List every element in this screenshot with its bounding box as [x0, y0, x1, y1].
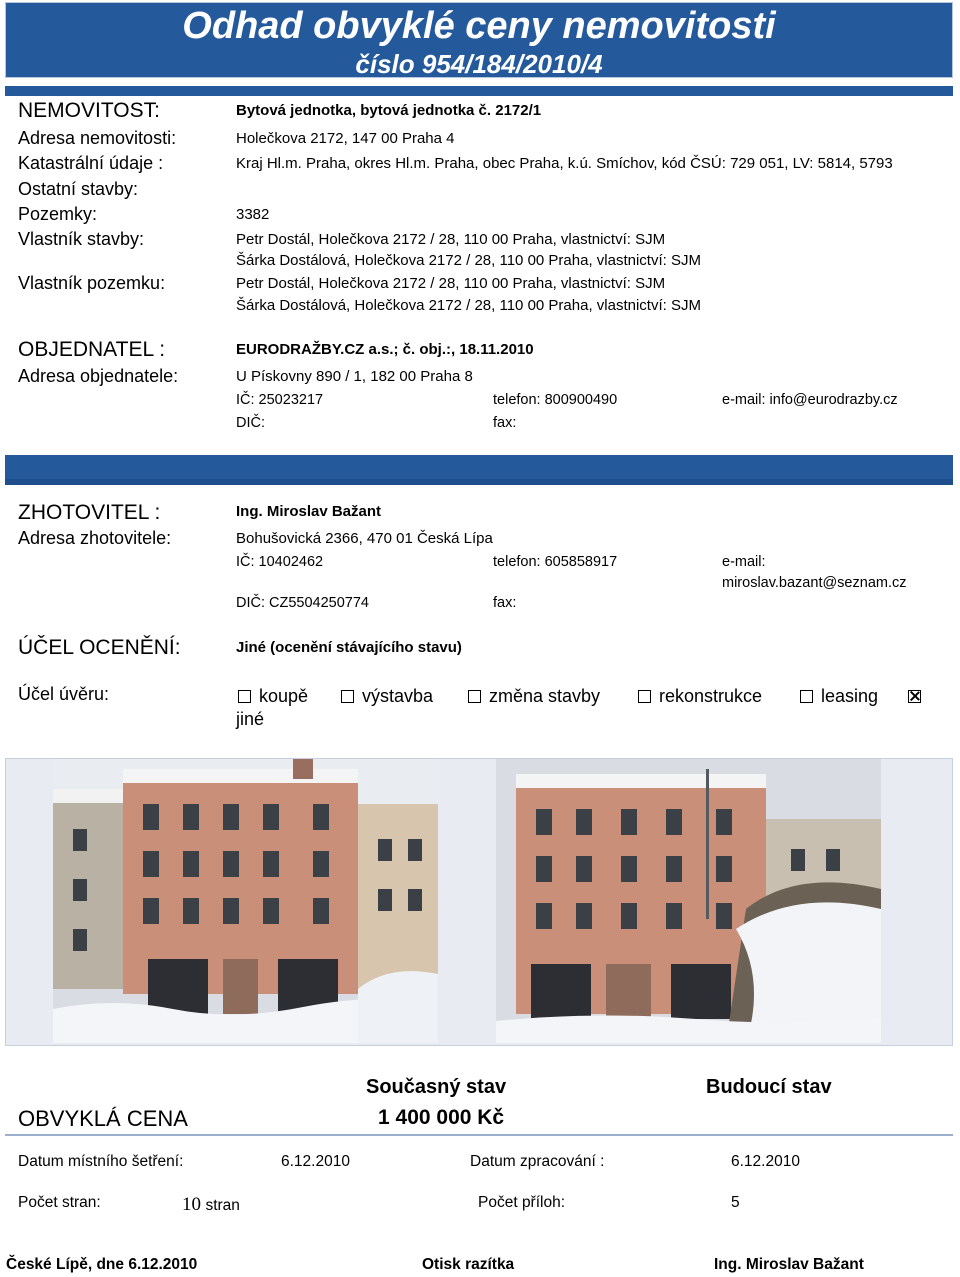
option-jine-label: jiné — [236, 709, 265, 729]
cadastral-value: Kraj Hl.m. Praha, okres Hl.m. Praha, obec Praha, k.ú. Smíchov, kód ČSÚ: 729 051, LV: 5814, 5793 — [236, 155, 893, 172]
contractor-address: Bohušovická 2366, 470 01 Česká Lípa — [236, 530, 493, 547]
pages-unit: stran — [205, 1197, 240, 1214]
pages-number: 10 — [182, 1194, 201, 1215]
checkbox-koupe[interactable] — [238, 690, 251, 703]
land-owner-1: Petr Dostál, Holečkova 2172 / 28, 110 00 Praha, vlastnictví: SJM — [236, 275, 666, 292]
client-address-label: Adresa objednatele: — [18, 366, 179, 386]
property-value: Bytová jednotka, bytová jednotka č. 2172/1 — [236, 102, 542, 119]
photo-frame — [5, 758, 953, 1046]
inspection-date-label: Datum místního šetření: — [18, 1153, 184, 1170]
attachments-label: Počet příloh: — [478, 1194, 566, 1211]
property-label: NEMOVITOST: — [18, 99, 160, 122]
option-rekonstrukce[interactable]: rekonstrukce — [638, 686, 762, 707]
option-leasing[interactable]: leasing — [800, 686, 878, 707]
price-value: 1 400 000 Kč — [378, 1106, 505, 1129]
building-owner-label: Vlastník stavby: — [18, 229, 145, 249]
document-number: číslo 954/184/2010/4 — [355, 49, 603, 79]
land-owner-2: Šárka Dostálová, Holečkova 2172 / 28, 110 00 Praha, vlastnictví: SJM — [236, 297, 701, 314]
current-state-header: Současný stav — [366, 1076, 507, 1098]
checkbox-vystavba[interactable] — [341, 690, 354, 703]
other-buildings-label: Ostatní stavby: — [18, 179, 139, 199]
middle-band-shadow — [5, 479, 953, 485]
property-address: Holečkova 2172, 147 00 Praha 4 — [236, 130, 455, 147]
option-vystavba[interactable]: výstavba — [341, 686, 433, 707]
contractor-phone: telefon: 605858917 — [493, 554, 618, 570]
property-address-label: Adresa nemovitosti: — [18, 128, 177, 148]
loan-purpose-label: Účel úvěru: — [18, 684, 110, 704]
option-koupe[interactable]: koupě — [238, 686, 308, 707]
contractor-dic: DIČ: CZ5504250774 — [236, 595, 369, 611]
footer-signature: Ing. Miroslav Bažant — [714, 1256, 864, 1273]
client-label: OBJEDNATEL : — [18, 338, 166, 361]
cadastral-label: Katastrální údaje : — [18, 153, 164, 173]
pages-count — [182, 1194, 240, 1216]
checkbox-rekonstrukce[interactable] — [638, 690, 651, 703]
contractor-email-label: e-mail: — [722, 554, 766, 570]
building-owner-1: Petr Dostál, Holečkova 2172 / 28, 110 00 Praha, vlastnictví: SJM — [236, 231, 666, 248]
client-email: e-mail: info@eurodrazby.cz — [722, 392, 898, 408]
footer-stamp: Otisk razítka — [422, 1256, 515, 1273]
contractor-value: Ing. Miroslav Bažant — [236, 503, 382, 520]
checkbox-jine-wrapper[interactable] — [908, 686, 929, 707]
pages-label: Počet stran: — [18, 1194, 101, 1211]
client-address: U Pískovny 890 / 1, 182 00 Praha 8 — [236, 368, 473, 385]
contractor-ic: IČ: 10402462 — [236, 554, 324, 570]
contractor-address-label: Adresa zhotovitele: — [18, 528, 172, 548]
building-photo-left — [53, 759, 438, 1043]
future-state-header: Budoucí stav — [706, 1076, 832, 1098]
checkbox-leasing[interactable] — [800, 690, 813, 703]
processing-date: 6.12.2010 — [731, 1153, 800, 1170]
purpose-value: Jiné (ocenění stávajícího stavu) — [236, 639, 462, 656]
header-band — [5, 86, 953, 96]
footer-place-date: České Lípě, dne 6.12.2010 — [6, 1256, 198, 1273]
contractor-label: ZHOTOVITEL : — [18, 501, 161, 524]
land-label: Pozemky: — [18, 204, 98, 224]
inspection-date: 6.12.2010 — [281, 1153, 350, 1170]
client-phone: telefon: 800900490 — [493, 392, 618, 408]
option-zmena-stavby[interactable]: změna stavby — [468, 686, 600, 707]
land-owner-label: Vlastník pozemku: — [18, 273, 166, 293]
price-underline — [5, 1134, 953, 1136]
document-title: Odhad obvyklé ceny nemovitosti — [182, 5, 776, 47]
checkbox-jine[interactable] — [908, 690, 921, 703]
processing-date-label: Datum zpracování : — [470, 1153, 605, 1170]
checkbox-zmena-stavby[interactable] — [468, 690, 481, 703]
contractor-fax: fax: — [493, 595, 517, 611]
contractor-email: miroslav.bazant@seznam.cz — [722, 575, 907, 591]
price-label: OBVYKLÁ CENA — [18, 1106, 188, 1131]
document-header — [5, 2, 953, 78]
client-dic: DIČ: — [236, 415, 265, 431]
client-ic: IČ: 25023217 — [236, 392, 324, 408]
client-value: EURODRAŽBY.CZ a.s.; č. obj.:, 18.11.2010 — [236, 341, 534, 358]
building-photo-right — [496, 759, 881, 1043]
attachments-count: 5 — [731, 1194, 740, 1211]
purpose-label: ÚČEL OCENĚNÍ: — [18, 636, 181, 659]
middle-band — [5, 455, 953, 479]
land-value: 3382 — [236, 206, 270, 223]
client-fax: fax: — [493, 415, 517, 431]
building-owner-2: Šárka Dostálová, Holečkova 2172 / 28, 110 00 Praha, vlastnictví: SJM — [236, 252, 701, 269]
